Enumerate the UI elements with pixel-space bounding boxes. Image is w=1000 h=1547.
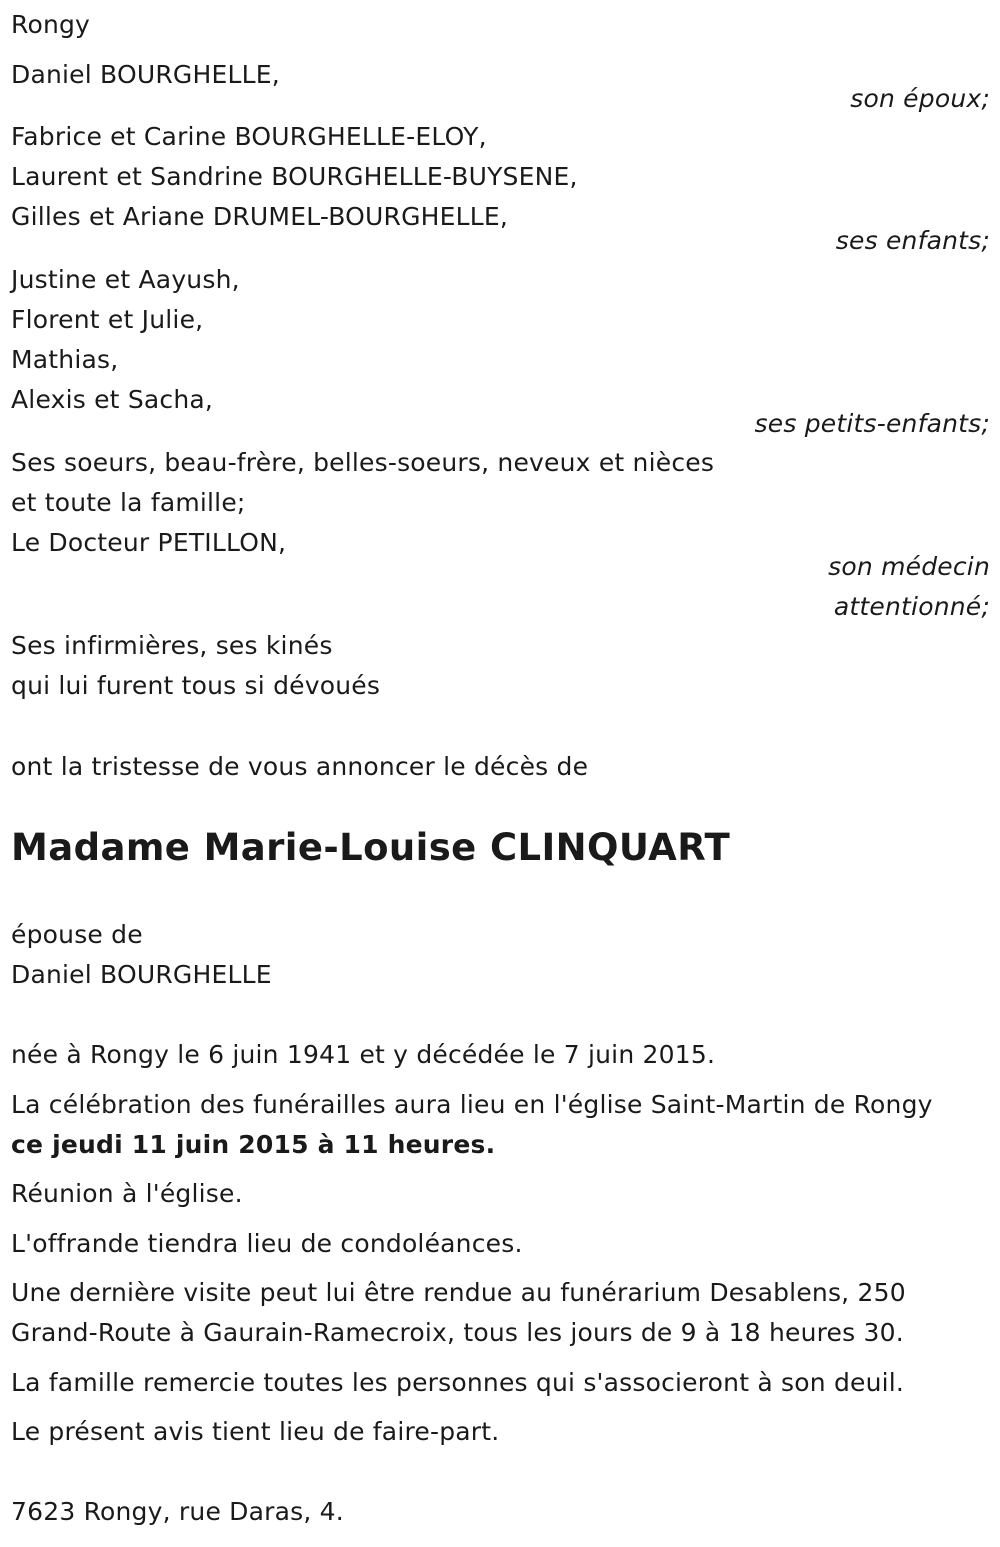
husband-line: Daniel BOURGHELLE, [11, 60, 280, 89]
nurses-line: qui lui furent tous si dévoués [11, 671, 381, 700]
thanks-line: La famille remercie toutes les personnes qui s'associeront à son deuil. [11, 1368, 905, 1397]
place-heading: Rongy [11, 10, 91, 39]
child-line: Laurent et Sandrine BOURGHELLE-BUYSENE, [11, 162, 578, 191]
meeting-line: Réunion à l'église. [11, 1179, 243, 1208]
notice-line: Le présent avis tient lieu de faire-part. [11, 1417, 500, 1446]
nurses-line: Ses infirmières, ses kinés [11, 631, 333, 660]
grandchild-line: Alexis et Sacha, [11, 385, 214, 414]
address-line: 7623 Rongy, rue Daras, 4. [11, 1497, 344, 1526]
grandchild-line: Florent et Julie, [11, 305, 204, 334]
celebration-line: La célébration des funérailles aura lieu en l'église Saint-Martin de Rongy [11, 1090, 933, 1119]
doctor-line: Le Docteur PETILLON, [11, 528, 287, 557]
offering-line: L'offrande tiendra lieu de condoléances. [11, 1229, 523, 1258]
doctor-role: attentionné; [833, 592, 990, 621]
birth-death-line: née à Rongy le 6 juin 1941 et y décédée le 7 juin 2015. [11, 1040, 716, 1069]
doctor-role: son médecin [828, 552, 990, 581]
spouse-intro: épouse de [11, 920, 143, 949]
relatives-line: et toute la famille; [11, 488, 246, 517]
husband-role: son époux; [850, 84, 990, 113]
announcement-intro: ont la tristesse de vous annoncer le décès de [11, 752, 589, 781]
child-line: Fabrice et Carine BOURGHELLE-ELOY, [11, 122, 487, 151]
grandchild-line: Justine et Aayush, [11, 265, 240, 294]
deceased-name: Madame Marie-Louise CLINQUART [11, 826, 731, 869]
visit-line: Une dernière visite peut lui être rendue au funérarium Desablens, 250 [11, 1278, 906, 1307]
grandchild-line: Mathias, [11, 345, 119, 374]
spouse-name: Daniel BOURGHELLE [11, 960, 272, 989]
grandchildren-role: ses petits-enfants; [754, 409, 990, 438]
children-role: ses enfants; [835, 226, 990, 255]
celebration-date: ce jeudi 11 juin 2015 à 11 heures. [11, 1130, 496, 1159]
visit-line: Grand-Route à Gaurain-Ramecroix, tous les jours de 9 à 18 heures 30. [11, 1318, 904, 1347]
child-line: Gilles et Ariane DRUMEL-BOURGHELLE, [11, 202, 509, 231]
relatives-line: Ses soeurs, beau-frère, belles-soeurs, neveux et nièces [11, 448, 715, 477]
